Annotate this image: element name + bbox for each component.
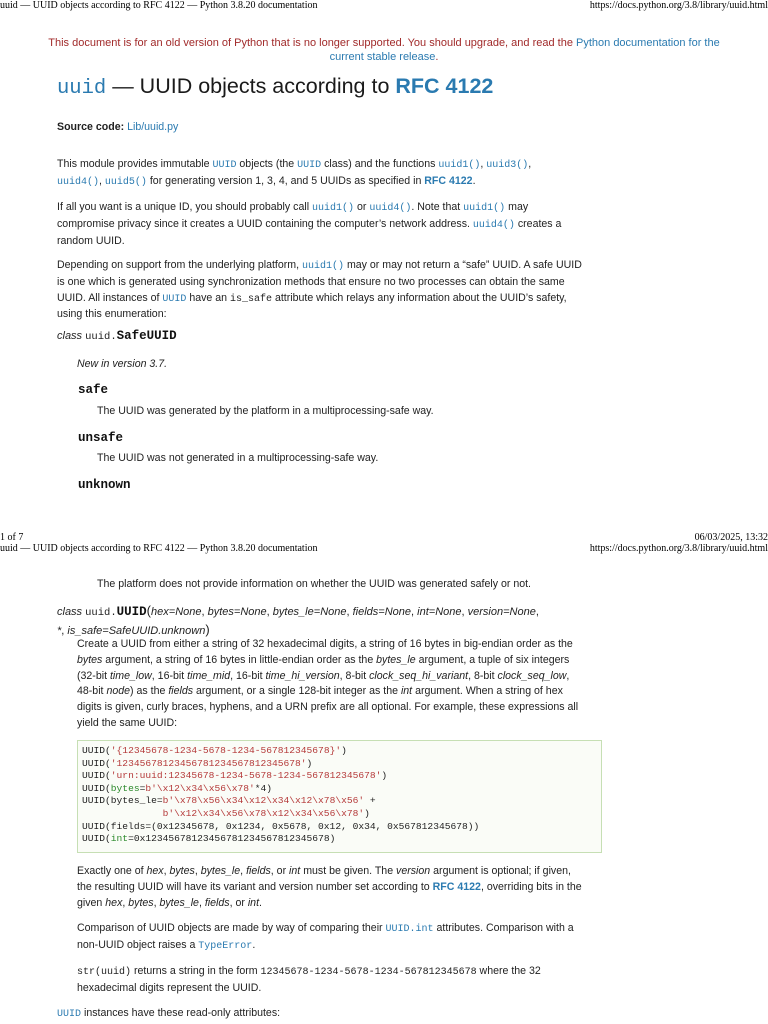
current-docs-link[interactable]: Python documentation for the current stable release bbox=[329, 37, 720, 63]
intro-paragraph-1: This module provides immutable UUID objects (the UUID class) and the functions uuid1(), uuid3(), uuid4(), uuid5() for generating version 1, 3, 4, and 5 UUIDs as specified in RFC 4122. bbox=[57, 158, 532, 188]
code-line: UUID(fields=(0x12345678, 0x1234, 0x5678, 0x12, 0x34, 0x567812345678)) bbox=[82, 820, 480, 832]
code-line: UUID('12345678123456781234567812345678') bbox=[82, 757, 313, 769]
source-link[interactable]: Lib/uuid.py bbox=[127, 121, 179, 133]
member-unknown: unknown bbox=[78, 478, 131, 492]
uuid4-link[interactable]: uuid4() bbox=[369, 203, 412, 214]
exactly-one-paragraph: Exactly one of hex, bytes, bytes_le, fields, or int must be given. The version argument is optional; if given, the resulting UUID will have its variant and version number set according to RFC 4122, overriding bits in the given hex, bytes, bytes_le, fields, or int. bbox=[77, 865, 582, 909]
rfc-link[interactable]: RFC 4122 bbox=[424, 174, 473, 187]
member-safe-desc: The UUID was generated by the platform in a multiprocessing-safe way. bbox=[97, 405, 434, 417]
code-line: b'\x12\x34\x56\x78\x12\x34\x56\x78') bbox=[162, 808, 370, 819]
intro-paragraph-2: If all you want is a unique ID, you should probably call uuid1() or uuid4(). Note that uuid1() may compromise privacy since it creates a UUID containing the computer’s network address. uuid4() creates a random UUID. bbox=[57, 201, 562, 247]
member-unsafe: unsafe bbox=[78, 431, 124, 445]
code-line: UUID('{12345678-1234-5678-1234-567812345678}') bbox=[82, 745, 347, 756]
uuid-int-link[interactable]: UUID.int bbox=[385, 924, 434, 935]
typeerror-link[interactable]: TypeError bbox=[198, 940, 253, 952]
print-header-title: uuid — UUID objects according to RFC 4122 — Python 3.8.20 documentation bbox=[0, 0, 318, 11]
uuid-link[interactable]: UUID bbox=[162, 293, 187, 305]
uuid3-link[interactable]: uuid3() bbox=[486, 160, 529, 171]
source-code-line: Source code: Lib/uuid.py bbox=[57, 121, 179, 133]
page-title: uuid — UUID objects according to RFC 4122 bbox=[57, 74, 494, 100]
uuid-class-name: UUID bbox=[116, 605, 147, 619]
uuid4-link[interactable]: uuid4() bbox=[57, 176, 100, 188]
uuid-link[interactable]: UUID bbox=[297, 160, 322, 171]
safeuuid-signature: class uuid.SafeUUID bbox=[57, 329, 177, 343]
module-name[interactable]: uuid bbox=[57, 77, 107, 100]
uuid-link[interactable]: UUID bbox=[57, 1009, 82, 1020]
uuid-class-signature: class uuid.UUID(hex=None, bytes=None, bytes_le=None, fields=None, int=None, version=None, *, is_safe=SafeUUID.unknown) bbox=[57, 603, 539, 637]
rfc-link[interactable]: RFC 4122 bbox=[432, 880, 481, 893]
str-uuid-paragraph: str(uuid) returns a string in the form 12345678-1234-5678-1234-567812345678 where the 32 hexadecimal digits represent the UUID. bbox=[77, 965, 541, 994]
member-unsafe-desc: The UUID was not generated in a multiprocessing-safe way. bbox=[97, 452, 379, 464]
print-header-title: uuid — UUID objects according to RFC 4122 — Python 3.8.20 documentation bbox=[0, 543, 318, 554]
rfc-link[interactable]: RFC 4122 bbox=[395, 74, 494, 98]
uuid1-link[interactable]: uuid1() bbox=[463, 203, 506, 214]
code-line: UUID(bytes_le=b'\x78\x56\x34\x12\x34\x12\x78\x56' + bbox=[82, 795, 376, 807]
uuid1-link[interactable]: uuid1() bbox=[312, 203, 355, 214]
is-safe-attr: is_safe bbox=[230, 293, 273, 305]
code-line: UUID(bytes=b'\x12\x34\x56\x78'*4) bbox=[82, 782, 273, 794]
uuid-link[interactable]: UUID bbox=[212, 160, 237, 171]
uuid4-link[interactable]: uuid4() bbox=[472, 219, 515, 231]
attributes-intro: UUID instances have these read-only attributes: bbox=[57, 1007, 281, 1020]
comparison-paragraph: Comparison of UUID objects are made by way of comparing their UUID.int attributes. Comparison with a non-UUID object raises a TypeError. bbox=[77, 922, 574, 952]
version-added-note: New in version 3.7. bbox=[77, 358, 168, 370]
uuid-class-description: Create a UUID from either a string of 32 hexadecimal digits, a string of 16 bytes in big-endian order as the bytes argument, a string of 16 bytes in little-endian order as the bytes_le argument, a tuple of six integers (32-bit time_low, 16-bit time_mid, 16-bit time_hi_version, 8-bit clock_seq_hi_variant, 8-bit clock_seq_low, 48-bit node) as the fields argument, or a single 128-bit integer as the int argument. When a string of hex digits is given, curly braces, hyphens, and a URN prefix are all optional. For example, these expressions all yield the same UUID: bbox=[77, 638, 579, 729]
code-example bbox=[77, 740, 602, 853]
member-unknown-desc: The platform does not provide information on whether the UUID was generated safely or not. bbox=[97, 578, 531, 590]
deprecation-notice: This document is for an old version of Python that is no longer supported. You should upgrade, and read the Python documentation for the current stable release. bbox=[48, 37, 720, 63]
uuid1-link[interactable]: uuid1() bbox=[301, 261, 344, 272]
print-header-url: https://docs.python.org/3.8/library/uuid.html bbox=[589, 0, 768, 11]
member-safe: safe bbox=[78, 383, 109, 397]
print-header-url: https://docs.python.org/3.8/library/uuid.html bbox=[589, 543, 768, 554]
code-line: UUID(int=0x12345678123456781234567812345678) bbox=[82, 833, 336, 845]
uuid1-link[interactable]: uuid1() bbox=[438, 160, 481, 171]
safeuuid-name: SafeUUID bbox=[116, 329, 177, 343]
intro-paragraph-3: Depending on support from the underlying platform, uuid1() may or may not return a “safe” UUID. A safe UUID is one which is generated using synchronization methods that ensure no two processes can obtain the same UUID. All instances of UUID have an is_safe attribute which relays any information about the UUID’s safety, using this enumeration: bbox=[57, 259, 582, 321]
uuid5-link[interactable]: uuid5() bbox=[104, 176, 147, 188]
print-footer-datetime: 06/03/2025, 13:32 bbox=[694, 532, 768, 543]
code-line: UUID('urn:uuid:12345678-1234-5678-1234-567812345678') bbox=[82, 770, 388, 782]
print-footer-page: 1 of 7 bbox=[0, 532, 24, 543]
